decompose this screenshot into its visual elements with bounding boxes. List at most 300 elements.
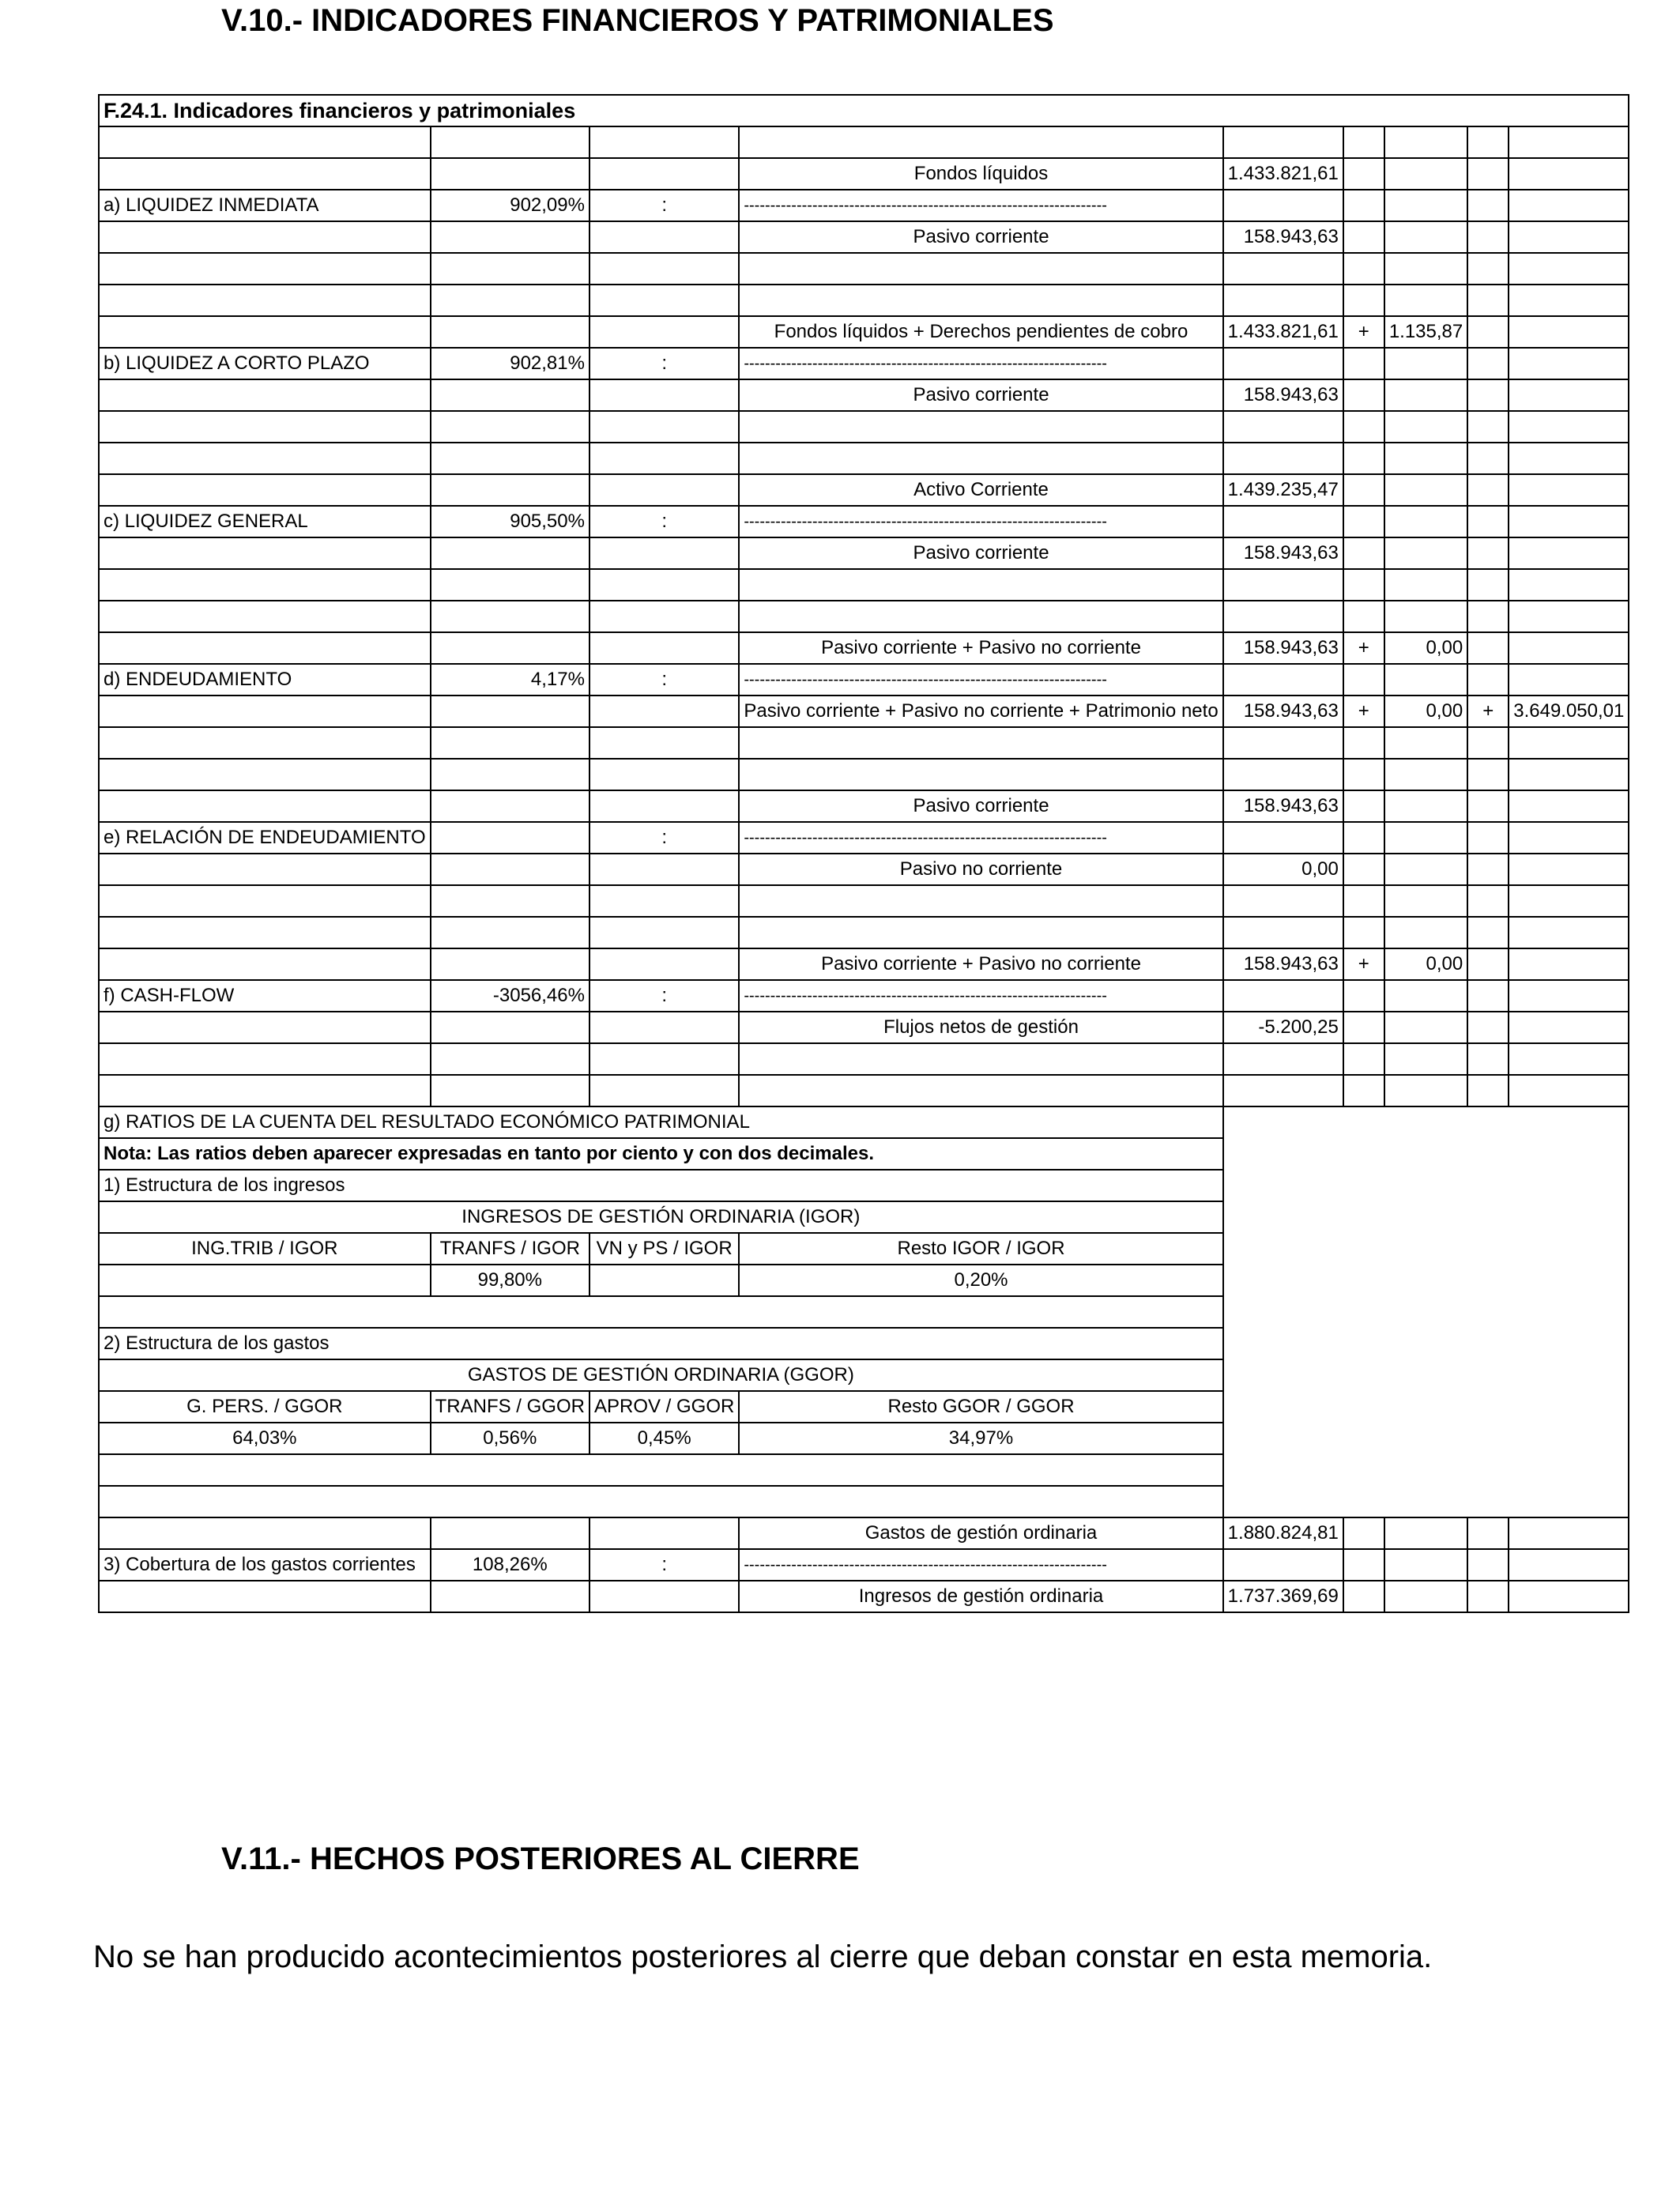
empty-cell	[1223, 348, 1343, 379]
indicator-row	[99, 980, 1629, 1012]
empty-cell	[99, 790, 431, 822]
denominator-label: Pasivo corriente	[739, 379, 1222, 411]
empty-cell	[1384, 727, 1467, 759]
empty-cell	[1223, 822, 1343, 854]
empty-cell	[1223, 506, 1343, 537]
empty-cell	[99, 379, 431, 411]
empty-cell	[99, 126, 431, 158]
empty-cell	[99, 569, 431, 601]
empty-cell	[1467, 569, 1509, 601]
empty-cell	[590, 790, 739, 822]
empty-cell	[99, 885, 431, 917]
expenses-structure-title: 2) Estructura de los gastos	[99, 1328, 1223, 1359]
empty-cell	[1467, 790, 1509, 822]
empty-cell	[590, 1012, 739, 1043]
empty-cell	[431, 632, 590, 664]
indicator-row	[99, 506, 1629, 537]
indicator-label: a) LIQUIDEZ INMEDIATA	[99, 190, 431, 221]
spacer-row	[99, 285, 1629, 316]
indicator-label: d) ENDEUDAMIENTO	[99, 664, 431, 696]
denominator-row	[99, 1012, 1629, 1043]
empty-cell	[99, 948, 431, 980]
indicator-label: c) LIQUIDEZ GENERAL	[99, 506, 431, 537]
empty-cell	[1223, 190, 1343, 221]
empty-cell	[1509, 632, 1629, 664]
empty-cell	[431, 790, 590, 822]
empty-cell	[1343, 285, 1384, 316]
empty-cell	[1509, 948, 1629, 980]
empty-cell	[1223, 253, 1343, 285]
denominator-value: 158.943,63	[1223, 537, 1343, 569]
denominator-label: Pasivo corriente	[739, 221, 1222, 253]
empty-cell	[590, 759, 739, 790]
spacer-row	[99, 759, 1629, 790]
expenses-value: 0,56%	[431, 1423, 590, 1454]
empty-cell	[431, 948, 590, 980]
numerator-label: Pasivo corriente + Pasivo no corriente	[739, 632, 1222, 664]
income-header: Resto IGOR / IGOR	[739, 1233, 1222, 1265]
empty-cell	[1509, 443, 1629, 474]
empty-cell	[1467, 411, 1509, 443]
income-header: VN y PS / IGOR	[590, 1233, 739, 1265]
empty-cell	[1223, 285, 1343, 316]
empty-cell	[1467, 126, 1509, 158]
empty-cell	[1384, 253, 1467, 285]
empty-cell	[1343, 917, 1384, 948]
spacer-row	[99, 917, 1629, 948]
section-heading-v10: V.10.- INDICADORES FINANCIEROS Y PATRIMONIALES	[221, 3, 1054, 38]
colon: :	[590, 190, 739, 221]
numerator-row	[99, 1517, 1629, 1549]
empty-cell	[1467, 379, 1509, 411]
empty-cell	[1343, 885, 1384, 917]
fraction-line: ---------------------------------------------------------------------	[739, 822, 1222, 854]
empty-cell	[99, 1296, 1223, 1328]
spacer-row	[99, 601, 1629, 632]
income-value	[99, 1265, 431, 1296]
plus-sign: +	[1343, 632, 1384, 664]
empty-cell	[1384, 1549, 1467, 1581]
empty-cell	[99, 158, 431, 190]
empty-cell	[1384, 474, 1467, 506]
empty-cell	[431, 443, 590, 474]
empty-cell	[1509, 759, 1629, 790]
spacer-row	[99, 1075, 1629, 1106]
empty-cell	[739, 569, 1222, 601]
empty-cell	[739, 759, 1222, 790]
empty-cell	[1343, 790, 1384, 822]
denominator-row	[99, 221, 1629, 253]
empty-cell	[99, 1454, 1223, 1486]
empty-cell	[590, 443, 739, 474]
empty-cell	[1384, 285, 1467, 316]
empty-cell	[590, 569, 739, 601]
empty-cell	[1467, 948, 1509, 980]
empty-cell	[431, 1043, 590, 1075]
empty-cell	[1467, 316, 1509, 348]
empty-cell	[1509, 411, 1629, 443]
empty-cell	[431, 1075, 590, 1106]
spacer-row	[99, 727, 1629, 759]
denominator-value-3: 3.649.050,01	[1509, 696, 1629, 727]
income-value: 99,80%	[431, 1265, 590, 1296]
empty-cell	[1343, 190, 1384, 221]
spacer-row	[99, 253, 1629, 285]
empty-cell	[590, 316, 739, 348]
colon: :	[590, 980, 739, 1012]
empty-cell	[99, 537, 431, 569]
empty-cell	[739, 727, 1222, 759]
empty-cell	[431, 759, 590, 790]
empty-cell	[1223, 126, 1343, 158]
expenses-header: APROV / GGOR	[590, 1391, 739, 1423]
empty-cell	[431, 1517, 590, 1549]
empty-cell	[590, 854, 739, 885]
denominator-label: Ingresos de gestión ordinaria	[739, 1581, 1222, 1612]
spacer-row	[99, 569, 1629, 601]
empty-cell	[1384, 790, 1467, 822]
denominator-row	[99, 854, 1629, 885]
empty-cell	[1509, 158, 1629, 190]
numerator-value: 158.943,63	[1223, 948, 1343, 980]
empty-cell	[1343, 980, 1384, 1012]
empty-cell	[1509, 885, 1629, 917]
empty-cell	[1467, 759, 1509, 790]
numerator-label: Gastos de gestión ordinaria	[739, 1517, 1222, 1549]
empty-cell	[431, 1581, 590, 1612]
colon: :	[590, 822, 739, 854]
empty-cell	[431, 411, 590, 443]
indicator-label: f) CASH-FLOW	[99, 980, 431, 1012]
empty-cell	[1384, 1517, 1467, 1549]
empty-cell	[1509, 980, 1629, 1012]
colon: :	[590, 506, 739, 537]
empty-cell	[1223, 601, 1343, 632]
empty-cell	[1384, 506, 1467, 537]
empty-cell	[739, 126, 1222, 158]
expenses-header: Resto GGOR / GGOR	[739, 1391, 1222, 1423]
empty-cell	[1467, 1549, 1509, 1581]
empty-cell	[99, 1075, 431, 1106]
empty-cell	[1384, 1581, 1467, 1612]
empty-cell	[1343, 1075, 1384, 1106]
spacer-row	[99, 443, 1629, 474]
empty-cell	[1223, 1043, 1343, 1075]
empty-cell	[1509, 316, 1629, 348]
empty-cell	[1467, 443, 1509, 474]
fraction-line: ---------------------------------------------------------------------	[739, 664, 1222, 696]
empty-cell	[1509, 190, 1629, 221]
indicator-value: 905,50%	[431, 506, 590, 537]
empty-cell	[1509, 854, 1629, 885]
denominator-label: Pasivo corriente + Pasivo no corriente + Patrimonio neto	[739, 696, 1222, 727]
numerator-row	[99, 158, 1629, 190]
empty-cell	[739, 1043, 1222, 1075]
empty-cell	[1384, 221, 1467, 253]
empty-cell	[99, 474, 431, 506]
empty-cell	[1467, 885, 1509, 917]
indicator-value: 902,09%	[431, 190, 590, 221]
income-value: 0,20%	[739, 1265, 1222, 1296]
empty-cell	[1467, 221, 1509, 253]
empty-cell	[1343, 1043, 1384, 1075]
expenses-value: 0,45%	[590, 1423, 739, 1454]
denominator-value: 158.943,63	[1223, 379, 1343, 411]
plus-sign: +	[1343, 316, 1384, 348]
empty-cell	[1343, 759, 1384, 790]
empty-cell	[590, 917, 739, 948]
empty-cell	[1384, 1043, 1467, 1075]
empty-cell	[1223, 917, 1343, 948]
empty-cell	[739, 1075, 1222, 1106]
empty-cell	[1384, 569, 1467, 601]
empty-cell	[1384, 917, 1467, 948]
empty-cell	[431, 253, 590, 285]
empty-cell	[1384, 601, 1467, 632]
income-header: TRANFS / IGOR	[431, 1233, 590, 1265]
colon: :	[590, 348, 739, 379]
empty-cell	[1223, 1075, 1343, 1106]
denominator-value: 158.943,63	[1223, 221, 1343, 253]
numerator-value: 158.943,63	[1223, 632, 1343, 664]
empty-cell	[1384, 379, 1467, 411]
spacer-row	[99, 1043, 1629, 1075]
denominator-row	[99, 1581, 1629, 1612]
empty-cell	[1343, 348, 1384, 379]
ratios-note: Nota: Las ratios deben aparecer expresadas en tanto por ciento y con dos decimales.	[99, 1138, 1223, 1170]
empty-cell	[1509, 379, 1629, 411]
empty-cell	[1343, 411, 1384, 443]
empty-cell	[99, 411, 431, 443]
empty-cell	[1343, 569, 1384, 601]
empty-cell	[1343, 379, 1384, 411]
indicator-value: 4,17%	[431, 664, 590, 696]
empty-cell	[739, 917, 1222, 948]
empty-cell	[590, 1075, 739, 1106]
empty-cell	[1467, 506, 1509, 537]
empty-cell	[1343, 1549, 1384, 1581]
empty-cell	[1509, 506, 1629, 537]
empty-cell	[431, 474, 590, 506]
empty-cell	[1343, 664, 1384, 696]
empty-cell	[431, 158, 590, 190]
plus-sign: +	[1343, 696, 1384, 727]
empty-cell	[1467, 158, 1509, 190]
colon: :	[590, 1549, 739, 1581]
denominator-label: Pasivo no corriente	[739, 854, 1222, 885]
empty-cell	[1509, 822, 1629, 854]
empty-cell	[99, 221, 431, 253]
income-header: ING.TRIB / IGOR	[99, 1233, 431, 1265]
numerator-value: 1.439.235,47	[1223, 474, 1343, 506]
empty-cell	[1467, 822, 1509, 854]
empty-cell	[1384, 1012, 1467, 1043]
empty-cell	[1509, 1075, 1629, 1106]
empty-cell	[1343, 158, 1384, 190]
empty-cell	[431, 917, 590, 948]
empty-cell	[1384, 885, 1467, 917]
empty-cell	[1467, 1043, 1509, 1075]
denominator-value: 0,00	[1223, 854, 1343, 885]
empty-cell	[1384, 190, 1467, 221]
income-structure-title: 1) Estructura de los ingresos	[99, 1170, 1223, 1201]
empty-cell	[1467, 917, 1509, 948]
numerator-value-2: 1.135,87	[1384, 316, 1467, 348]
indicator-label: 3) Cobertura de los gastos corrientes	[99, 1549, 431, 1581]
fraction-line: ---------------------------------------------------------------------	[739, 1549, 1222, 1581]
empty-cell	[431, 285, 590, 316]
plus-sign: +	[1343, 948, 1384, 980]
empty-cell	[1384, 822, 1467, 854]
spacer-row	[99, 126, 1629, 158]
empty-cell	[1384, 126, 1467, 158]
empty-cell	[99, 285, 431, 316]
expenses-header: G. PERS. / GGOR	[99, 1391, 431, 1423]
empty-cell	[431, 569, 590, 601]
empty-cell	[1467, 664, 1509, 696]
empty-cell	[1223, 411, 1343, 443]
empty-cell	[1223, 727, 1343, 759]
empty-cell	[1223, 443, 1343, 474]
empty-cell	[590, 1581, 739, 1612]
indicator-row	[99, 822, 1629, 854]
denominator-value: 158.943,63	[1223, 696, 1343, 727]
empty-cell	[739, 443, 1222, 474]
empty-cell	[1343, 474, 1384, 506]
empty-cell	[1509, 253, 1629, 285]
numerator-row	[99, 948, 1629, 980]
empty-cell	[1223, 885, 1343, 917]
indicator-row	[99, 664, 1629, 696]
empty-cell	[1384, 158, 1467, 190]
numerator-value-2: 0,00	[1384, 632, 1467, 664]
empty-cell	[1467, 190, 1509, 221]
empty-cell	[1509, 126, 1629, 158]
empty-cell	[1509, 1012, 1629, 1043]
empty-cell	[739, 885, 1222, 917]
empty-cell	[739, 285, 1222, 316]
indicator-row	[99, 348, 1629, 379]
empty-cell	[1384, 443, 1467, 474]
empty-cell	[1467, 980, 1509, 1012]
empty-cell	[1467, 253, 1509, 285]
section-heading-v11: V.11.- HECHOS POSTERIORES AL CIERRE	[221, 1842, 860, 1876]
empty-cell	[99, 759, 431, 790]
numerator-value: 158.943,63	[1223, 790, 1343, 822]
empty-cell	[590, 379, 739, 411]
numerator-label: Pasivo corriente	[739, 790, 1222, 822]
table-title: F.24.1. Indicadores financieros y patrimoniales	[99, 95, 1629, 126]
empty-cell	[99, 1517, 431, 1549]
numerator-value: 1.433.821,61	[1223, 158, 1343, 190]
empty-cell	[590, 948, 739, 980]
empty-cell	[1467, 1075, 1509, 1106]
empty-cell	[590, 727, 739, 759]
empty-cell	[1509, 790, 1629, 822]
empty-cell	[99, 253, 431, 285]
empty-cell	[1467, 601, 1509, 632]
denominator-row	[99, 696, 1629, 727]
empty-cell	[1467, 1581, 1509, 1612]
empty-cell	[1467, 474, 1509, 506]
empty-cell	[431, 221, 590, 253]
empty-cell	[1343, 1012, 1384, 1043]
numerator-value: 1.880.824,81	[1223, 1517, 1343, 1549]
empty-cell	[99, 632, 431, 664]
numerator-label: Fondos líquidos + Derechos pendientes de cobro	[739, 316, 1222, 348]
income-value	[590, 1265, 739, 1296]
empty-cell	[431, 885, 590, 917]
empty-cell	[590, 158, 739, 190]
spacer-row	[99, 885, 1629, 917]
empty-cell	[1343, 727, 1384, 759]
empty-cell	[1509, 1549, 1629, 1581]
numerator-label: Pasivo corriente + Pasivo no corriente	[739, 948, 1222, 980]
empty-cell	[99, 601, 431, 632]
empty-cell	[590, 632, 739, 664]
empty-cell	[431, 696, 590, 727]
denominator-label: Pasivo corriente	[739, 537, 1222, 569]
body-paragraph: No se han producido acontecimientos posteriores al cierre que deban constar en esta memoria.	[93, 1940, 1433, 1974]
financial-indicators-table	[98, 94, 1629, 1613]
empty-cell	[431, 316, 590, 348]
expenses-group-header: GASTOS DE GESTIÓN ORDINARIA (GGOR)	[99, 1359, 1223, 1391]
empty-cell	[1223, 759, 1343, 790]
numerator-label: Fondos líquidos	[739, 158, 1222, 190]
empty-cell	[1343, 1581, 1384, 1612]
title-row	[99, 95, 1629, 126]
empty-cell	[1467, 727, 1509, 759]
empty-cell	[590, 126, 739, 158]
empty-cell	[99, 1043, 431, 1075]
blank-area	[1223, 1106, 1629, 1517]
empty-cell	[431, 727, 590, 759]
empty-cell	[1509, 285, 1629, 316]
empty-cell	[590, 537, 739, 569]
empty-cell	[1223, 980, 1343, 1012]
empty-cell	[1343, 537, 1384, 569]
empty-cell	[1509, 1581, 1629, 1612]
empty-cell	[1384, 348, 1467, 379]
empty-cell	[1467, 1517, 1509, 1549]
empty-cell	[1467, 1012, 1509, 1043]
income-group-header: INGRESOS DE GESTIÓN ORDINARIA (IGOR)	[99, 1201, 1223, 1233]
empty-cell	[1343, 253, 1384, 285]
empty-cell	[1343, 601, 1384, 632]
indicator-row	[99, 1549, 1629, 1581]
empty-cell	[1384, 664, 1467, 696]
spacer-row	[99, 411, 1629, 443]
empty-cell	[1509, 601, 1629, 632]
empty-cell	[1343, 506, 1384, 537]
empty-cell	[99, 854, 431, 885]
empty-cell	[590, 221, 739, 253]
denominator-value-2: 0,00	[1384, 696, 1467, 727]
fraction-line: ---------------------------------------------------------------------	[739, 348, 1222, 379]
denominator-row	[99, 537, 1629, 569]
indicator-row	[99, 190, 1629, 221]
empty-cell	[590, 696, 739, 727]
empty-cell	[1509, 727, 1629, 759]
empty-cell	[1509, 917, 1629, 948]
indicator-label: b) LIQUIDEZ A CORTO PLAZO	[99, 348, 431, 379]
numerator-row	[99, 474, 1629, 506]
indicator-value	[431, 822, 590, 854]
empty-cell	[1384, 980, 1467, 1012]
empty-cell	[1509, 474, 1629, 506]
empty-cell	[1509, 348, 1629, 379]
empty-cell	[739, 601, 1222, 632]
